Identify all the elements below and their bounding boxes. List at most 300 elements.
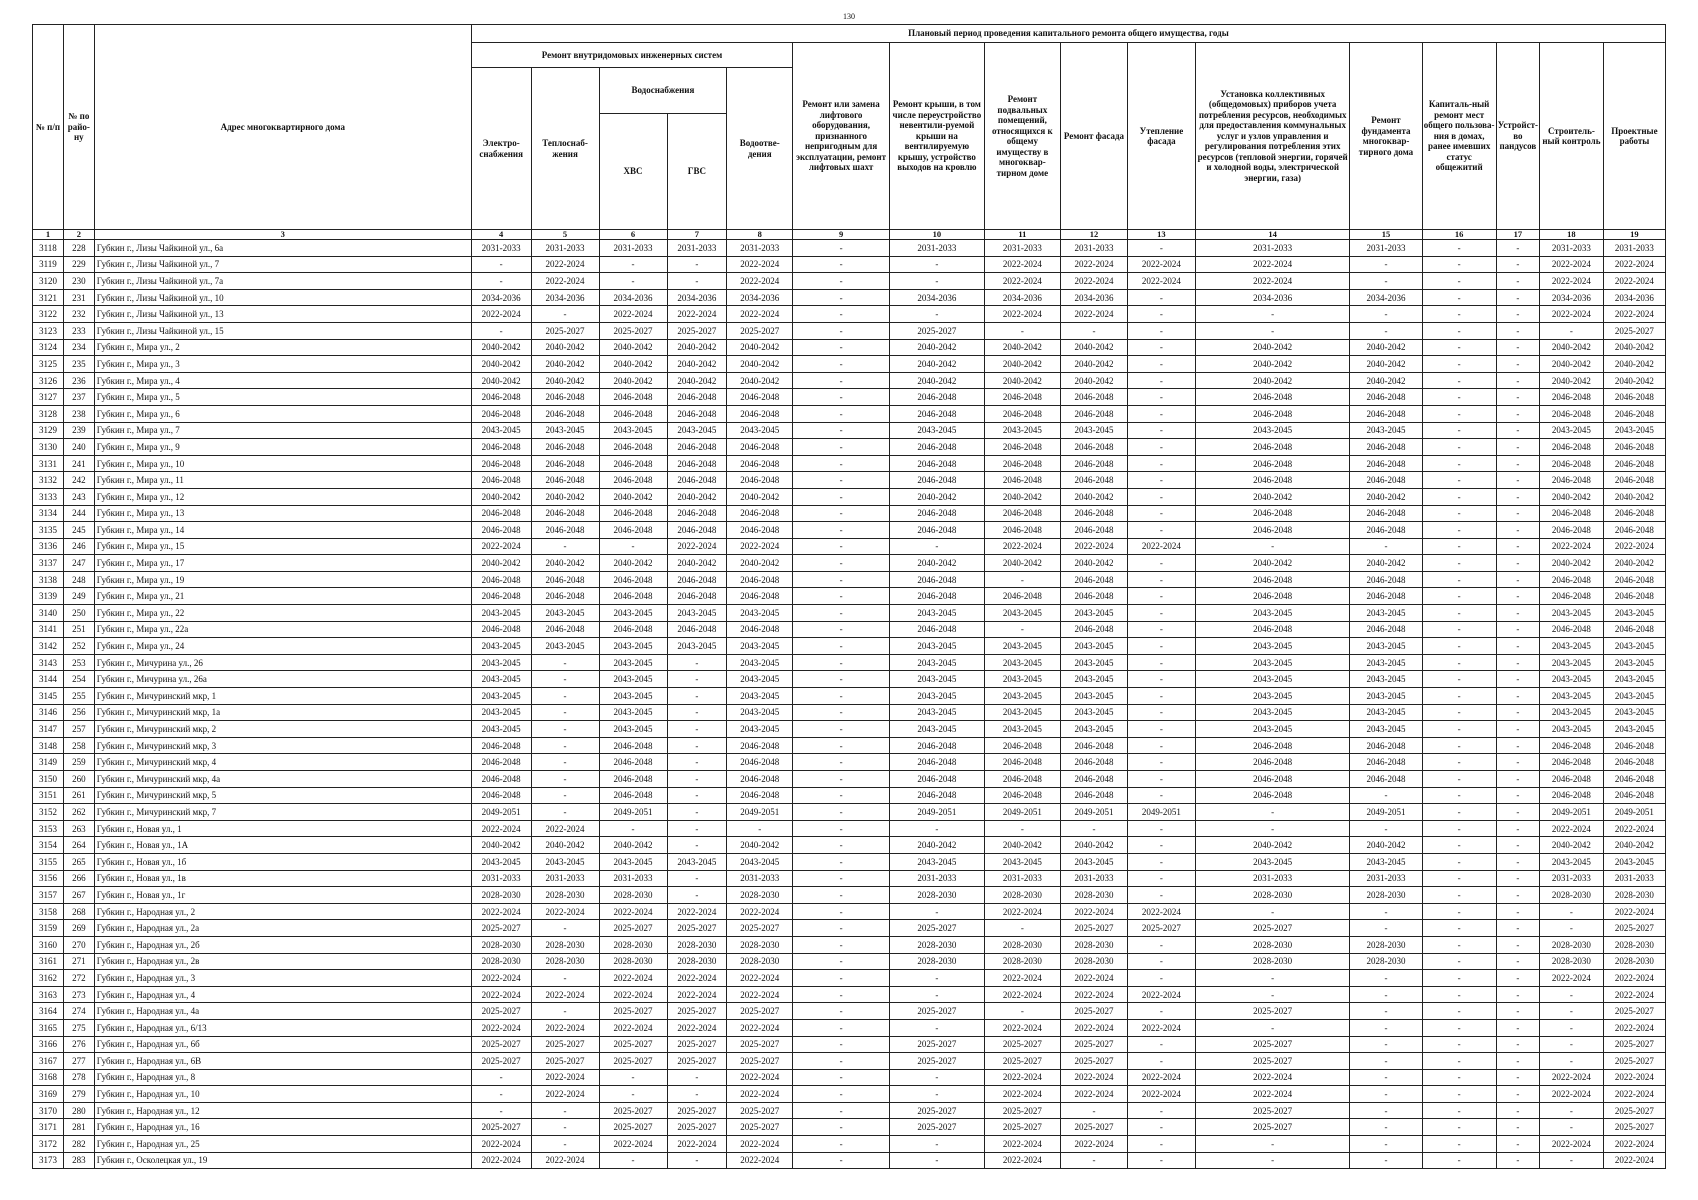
period-cell: 2046-2048: [1195, 439, 1350, 456]
period-cell: 2025-2027: [599, 1053, 667, 1070]
period-cell: -: [1127, 522, 1195, 539]
header-common-areas: Капиталь-ный ремонт мест общего пользова-ния в домах, ранее имевших статус общежитий: [1422, 43, 1496, 230]
period-cell: -: [1422, 1119, 1496, 1136]
period-cell: -: [1127, 356, 1195, 373]
period-cell: 2043-2045: [1195, 671, 1350, 688]
period-cell: 2046-2048: [1060, 621, 1127, 638]
period-cell: -: [1195, 970, 1350, 987]
period-cell: -: [1496, 970, 1539, 987]
period-cell: 2043-2045: [1195, 853, 1350, 870]
address: Губкин г., Мира ул., 5: [94, 389, 471, 406]
address: Губкин г., Народная ул., 6б: [94, 1036, 471, 1053]
column-number: 10: [890, 230, 985, 240]
period-cell: -: [1496, 472, 1539, 489]
period-cell: -: [531, 538, 599, 555]
table-row: [33, 1036, 1666, 1053]
table-row: [33, 389, 1666, 406]
period-cell: 2022-2024: [727, 903, 793, 920]
period-cell: -: [1496, 1036, 1539, 1053]
period-cell: 2049-2051: [984, 804, 1060, 821]
period-cell: 2022-2024: [1127, 986, 1195, 1003]
period-cell: -: [793, 273, 890, 290]
table-body: [33, 240, 1666, 1169]
period-cell: -: [1422, 1036, 1496, 1053]
header-group-top: Плановый период проведения капитального ремонта общего имущества, годы: [471, 25, 1665, 43]
period-cell: -: [1127, 1036, 1195, 1053]
address: Губкин г., Мичуринский мкр, 5: [94, 787, 471, 804]
period-cell: -: [1127, 953, 1195, 970]
district-number: 242: [63, 472, 94, 489]
period-cell: 2025-2027: [1195, 1119, 1350, 1136]
period-cell: 2043-2045: [1603, 853, 1665, 870]
period-cell: 2022-2024: [727, 986, 793, 1003]
period-cell: 2046-2048: [890, 771, 985, 788]
period-cell: 2025-2027: [531, 1036, 599, 1053]
period-cell: 2040-2042: [1350, 372, 1422, 389]
period-cell: 2046-2048: [890, 588, 985, 605]
period-cell: -: [1496, 870, 1539, 887]
period-cell: -: [1539, 1053, 1603, 1070]
address: Губкин г., Народная ул., 10: [94, 1086, 471, 1103]
period-cell: 2046-2048: [984, 439, 1060, 456]
period-cell: 2025-2027: [599, 1036, 667, 1053]
address: Губкин г., Мира ул., 21: [94, 588, 471, 605]
period-cell: -: [531, 1136, 599, 1153]
period-cell: 2043-2045: [1350, 638, 1422, 655]
district-number: 277: [63, 1053, 94, 1070]
row-number: 3130: [33, 439, 64, 456]
period-cell: 2022-2024: [1539, 1069, 1603, 1086]
header-insulation: Утепление фасада: [1127, 43, 1195, 230]
row-number: 3166: [33, 1036, 64, 1053]
period-cell: 2022-2024: [1603, 820, 1665, 837]
period-cell: -: [1195, 1152, 1350, 1169]
period-cell: 2028-2030: [1603, 887, 1665, 904]
district-number: 235: [63, 356, 94, 373]
period-cell: 2025-2027: [727, 1003, 793, 1020]
period-cell: 2040-2042: [1195, 488, 1350, 505]
district-number: 275: [63, 1019, 94, 1036]
period-cell: 2046-2048: [531, 405, 599, 422]
period-cell: 2040-2042: [984, 488, 1060, 505]
column-numbers-row: [33, 230, 1666, 240]
period-cell: -: [1350, 538, 1422, 555]
period-cell: 2049-2051: [1603, 804, 1665, 821]
period-cell: 2031-2033: [1060, 870, 1127, 887]
period-cell: 2043-2045: [1350, 853, 1422, 870]
period-cell: 2046-2048: [1060, 455, 1127, 472]
period-cell: 2022-2024: [667, 986, 727, 1003]
period-cell: 2022-2024: [984, 970, 1060, 987]
period-cell: 2040-2042: [599, 372, 667, 389]
period-cell: 2022-2024: [1127, 1086, 1195, 1103]
address: Губкин г., Народная ул., 4а: [94, 1003, 471, 1020]
period-cell: -: [1195, 322, 1350, 339]
period-cell: 2046-2048: [727, 621, 793, 638]
period-cell: -: [1496, 389, 1539, 406]
period-cell: -: [793, 488, 890, 505]
period-cell: 2043-2045: [1060, 654, 1127, 671]
period-cell: 2022-2024: [599, 986, 667, 1003]
table-row: [33, 488, 1666, 505]
period-cell: -: [667, 721, 727, 738]
period-cell: -: [1127, 887, 1195, 904]
period-cell: 2022-2024: [1603, 1152, 1665, 1169]
district-number: 236: [63, 372, 94, 389]
period-cell: 2043-2045: [890, 605, 985, 622]
period-cell: 2043-2045: [531, 422, 599, 439]
table-row: [33, 621, 1666, 638]
column-number: 3: [94, 230, 471, 240]
period-cell: 2046-2048: [471, 505, 531, 522]
period-cell: 2043-2045: [984, 721, 1060, 738]
period-cell: -: [1496, 273, 1539, 290]
period-cell: 2043-2045: [1539, 605, 1603, 622]
period-cell: 2046-2048: [667, 405, 727, 422]
period-cell: -: [1060, 322, 1127, 339]
period-cell: 2046-2048: [1603, 787, 1665, 804]
period-cell: -: [793, 555, 890, 572]
period-cell: -: [793, 1003, 890, 1020]
table-row: [33, 472, 1666, 489]
period-cell: -: [1127, 787, 1195, 804]
period-cell: 2025-2027: [667, 920, 727, 937]
period-cell: 2022-2024: [471, 903, 531, 920]
period-cell: -: [667, 273, 727, 290]
row-number: 3170: [33, 1102, 64, 1119]
period-cell: 2046-2048: [1195, 737, 1350, 754]
table-row: [33, 1152, 1666, 1169]
period-cell: 2046-2048: [599, 771, 667, 788]
period-cell: -: [1127, 638, 1195, 655]
header-roof: Ремонт крыши, в том числе переустройство невентили-руемой крыши на вентилируемую крышу, устройство выходов на кровлю: [890, 43, 985, 230]
period-cell: -: [531, 306, 599, 323]
period-cell: -: [531, 804, 599, 821]
period-cell: 2043-2045: [1539, 688, 1603, 705]
period-cell: 2043-2045: [1060, 422, 1127, 439]
period-cell: 2043-2045: [471, 638, 531, 655]
period-cell: 2031-2033: [727, 240, 793, 257]
period-cell: 2022-2024: [471, 306, 531, 323]
period-cell: 2046-2048: [984, 754, 1060, 771]
page-number: 130: [843, 12, 855, 21]
address: Губкин г., Народная ул., 6В: [94, 1053, 471, 1070]
period-cell: 2043-2045: [727, 605, 793, 622]
row-number: 3151: [33, 787, 64, 804]
period-cell: 2028-2030: [890, 887, 985, 904]
address: Губкин г., Народная ул., 2а: [94, 920, 471, 937]
period-cell: -: [1127, 970, 1195, 987]
period-cell: 2025-2027: [1127, 920, 1195, 937]
period-cell: -: [793, 1069, 890, 1086]
period-cell: 2046-2048: [727, 787, 793, 804]
period-cell: 2043-2045: [1603, 704, 1665, 721]
period-cell: -: [1496, 936, 1539, 953]
address: Губкин г., Мира ул., 12: [94, 488, 471, 505]
period-cell: -: [1422, 688, 1496, 705]
period-cell: 2043-2045: [727, 422, 793, 439]
table-row: [33, 721, 1666, 738]
district-number: 240: [63, 439, 94, 456]
period-cell: -: [1496, 654, 1539, 671]
header-group-engineering: Ремонт внутридомовых инженерных систем: [471, 43, 792, 68]
period-cell: 2043-2045: [727, 654, 793, 671]
period-cell: -: [1350, 1136, 1422, 1153]
period-cell: 2046-2048: [1350, 771, 1422, 788]
period-cell: 2043-2045: [667, 853, 727, 870]
period-cell: 2031-2033: [1195, 240, 1350, 257]
period-cell: 2022-2024: [1603, 256, 1665, 273]
period-cell: -: [890, 986, 985, 1003]
period-cell: -: [793, 256, 890, 273]
period-cell: 2046-2048: [599, 737, 667, 754]
period-cell: 2025-2027: [1603, 920, 1665, 937]
period-cell: -: [667, 737, 727, 754]
row-number: 3164: [33, 1003, 64, 1020]
period-cell: -: [1422, 372, 1496, 389]
period-cell: -: [793, 920, 890, 937]
period-cell: -: [1496, 256, 1539, 273]
period-cell: 2022-2024: [1195, 1086, 1350, 1103]
period-cell: -: [471, 273, 531, 290]
period-cell: -: [890, 970, 985, 987]
period-cell: 2046-2048: [1539, 754, 1603, 771]
row-number: 3135: [33, 522, 64, 539]
period-cell: 2022-2024: [1060, 256, 1127, 273]
period-cell: 2040-2042: [531, 837, 599, 854]
period-cell: -: [793, 1102, 890, 1119]
period-cell: 2028-2030: [984, 936, 1060, 953]
period-cell: -: [1496, 422, 1539, 439]
period-cell: 2043-2045: [1350, 654, 1422, 671]
period-cell: 2028-2030: [727, 936, 793, 953]
period-cell: 2043-2045: [471, 853, 531, 870]
period-cell: 2046-2048: [1195, 522, 1350, 539]
period-cell: 2043-2045: [984, 605, 1060, 622]
period-cell: -: [1539, 322, 1603, 339]
period-cell: 2025-2027: [599, 1003, 667, 1020]
address: Губкин г., Мира ул., 22: [94, 605, 471, 622]
period-cell: 2046-2048: [890, 737, 985, 754]
address: Губкин г., Мира ул., 24: [94, 638, 471, 655]
period-cell: -: [1496, 771, 1539, 788]
period-cell: -: [1422, 356, 1496, 373]
period-cell: 2043-2045: [890, 688, 985, 705]
period-cell: 2040-2042: [531, 339, 599, 356]
period-cell: 2046-2048: [667, 472, 727, 489]
period-cell: 2034-2036: [599, 289, 667, 306]
period-cell: -: [1422, 737, 1496, 754]
table-row: [33, 1136, 1666, 1153]
period-cell: 2031-2033: [1539, 870, 1603, 887]
header-meters: Установка коллективных (общедомовых) приборов учета потребления ресурсов, необходимых для предоставления коммунальных услуг и узлов управления и регулирования потребления этих ресурсов (тепловой энергии, горячей и холодной воды, электрической энергии, газа): [1195, 43, 1350, 230]
period-cell: -: [1195, 538, 1350, 555]
period-cell: 2046-2048: [1195, 505, 1350, 522]
period-cell: 2022-2024: [667, 903, 727, 920]
period-cell: 2046-2048: [471, 472, 531, 489]
period-cell: 2046-2048: [471, 389, 531, 406]
period-cell: 2046-2048: [1060, 771, 1127, 788]
column-number: 6: [599, 230, 667, 240]
period-cell: 2028-2030: [531, 936, 599, 953]
period-cell: 2028-2030: [599, 953, 667, 970]
row-number: 3137: [33, 555, 64, 572]
period-cell: 2025-2027: [727, 920, 793, 937]
period-cell: -: [1422, 970, 1496, 987]
period-cell: -: [667, 771, 727, 788]
period-cell: -: [599, 1152, 667, 1169]
period-cell: 2043-2045: [1195, 704, 1350, 721]
district-number: 283: [63, 1152, 94, 1169]
period-cell: -: [1127, 688, 1195, 705]
row-number: 3125: [33, 356, 64, 373]
table-row: [33, 853, 1666, 870]
period-cell: 2031-2033: [471, 240, 531, 257]
period-cell: 2043-2045: [984, 704, 1060, 721]
district-number: 245: [63, 522, 94, 539]
period-cell: -: [1422, 422, 1496, 439]
table-row: [33, 704, 1666, 721]
period-cell: 2040-2042: [531, 555, 599, 572]
period-cell: 2028-2030: [471, 936, 531, 953]
period-cell: 2046-2048: [890, 787, 985, 804]
period-cell: 2043-2045: [1060, 704, 1127, 721]
period-cell: 2022-2024: [1603, 986, 1665, 1003]
period-cell: 2043-2045: [1195, 688, 1350, 705]
period-cell: -: [727, 820, 793, 837]
period-cell: 2049-2051: [890, 804, 985, 821]
period-cell: -: [793, 970, 890, 987]
period-cell: 2046-2048: [471, 405, 531, 422]
period-cell: 2046-2048: [599, 621, 667, 638]
period-cell: -: [1496, 289, 1539, 306]
period-cell: 2025-2027: [984, 1053, 1060, 1070]
period-cell: -: [1127, 405, 1195, 422]
period-cell: 2025-2027: [890, 1003, 985, 1020]
period-cell: 2022-2024: [1060, 1069, 1127, 1086]
period-cell: -: [599, 820, 667, 837]
district-number: 276: [63, 1036, 94, 1053]
period-cell: 2043-2045: [1060, 688, 1127, 705]
period-cell: -: [1496, 1152, 1539, 1169]
period-cell: -: [890, 273, 985, 290]
period-cell: 2046-2048: [1603, 621, 1665, 638]
period-cell: 2022-2024: [531, 256, 599, 273]
table-row: [33, 771, 1666, 788]
period-cell: -: [1127, 820, 1195, 837]
period-cell: 2046-2048: [1350, 737, 1422, 754]
period-cell: 2022-2024: [727, 1136, 793, 1153]
period-cell: 2046-2048: [1539, 472, 1603, 489]
table-row: [33, 986, 1666, 1003]
period-cell: -: [793, 522, 890, 539]
address: Губкин г., Лизы Чайкиной ул., 7: [94, 256, 471, 273]
period-cell: -: [1127, 654, 1195, 671]
period-cell: 2022-2024: [667, 306, 727, 323]
period-cell: -: [1422, 671, 1496, 688]
period-cell: -: [1496, 405, 1539, 422]
period-cell: -: [1422, 621, 1496, 638]
period-cell: 2040-2042: [531, 372, 599, 389]
district-number: 247: [63, 555, 94, 572]
period-cell: -: [1195, 903, 1350, 920]
period-cell: 2043-2045: [531, 853, 599, 870]
district-number: 278: [63, 1069, 94, 1086]
header-cold-water: ХВС: [599, 114, 667, 230]
period-cell: -: [890, 1069, 985, 1086]
period-cell: 2046-2048: [890, 472, 985, 489]
period-cell: 2040-2042: [599, 356, 667, 373]
period-cell: 2043-2045: [890, 721, 985, 738]
district-number: 246: [63, 538, 94, 555]
period-cell: 2031-2033: [1195, 870, 1350, 887]
period-cell: 2022-2024: [667, 970, 727, 987]
period-cell: 2028-2030: [471, 887, 531, 904]
period-cell: 2022-2024: [599, 1019, 667, 1036]
table-row: [33, 1069, 1666, 1086]
period-cell: -: [1422, 488, 1496, 505]
period-cell: 2040-2042: [727, 555, 793, 572]
period-cell: 2046-2048: [531, 455, 599, 472]
period-cell: 2028-2030: [1195, 936, 1350, 953]
period-cell: 2028-2030: [727, 953, 793, 970]
period-cell: -: [1496, 804, 1539, 821]
period-cell: -: [1127, 853, 1195, 870]
district-number: 251: [63, 621, 94, 638]
period-cell: 2046-2048: [1195, 787, 1350, 804]
period-cell: -: [1422, 472, 1496, 489]
period-cell: -: [1422, 853, 1496, 870]
address: Губкин г., Мира ул., 17: [94, 555, 471, 572]
district-number: 256: [63, 704, 94, 721]
period-cell: 2040-2042: [1060, 555, 1127, 572]
row-number: 3122: [33, 306, 64, 323]
period-cell: 2028-2030: [471, 953, 531, 970]
period-cell: 2031-2033: [1603, 870, 1665, 887]
period-cell: 2046-2048: [890, 571, 985, 588]
period-cell: -: [1422, 837, 1496, 854]
address: Губкин г., Народная ул., 4: [94, 986, 471, 1003]
row-number: 3131: [33, 455, 64, 472]
period-cell: 2046-2048: [1060, 588, 1127, 605]
period-cell: 2040-2042: [599, 837, 667, 854]
period-cell: -: [1127, 721, 1195, 738]
district-number: 265: [63, 853, 94, 870]
period-cell: -: [1127, 339, 1195, 356]
period-cell: -: [1127, 870, 1195, 887]
period-cell: 2034-2036: [890, 289, 985, 306]
table-row: [33, 339, 1666, 356]
period-cell: 2043-2045: [471, 671, 531, 688]
period-cell: 2040-2042: [1350, 356, 1422, 373]
district-number: 237: [63, 389, 94, 406]
period-cell: 2046-2048: [984, 505, 1060, 522]
period-cell: 2040-2042: [599, 339, 667, 356]
period-cell: 2043-2045: [727, 704, 793, 721]
table-row: [33, 306, 1666, 323]
row-number: 3169: [33, 1086, 64, 1103]
period-cell: -: [1422, 273, 1496, 290]
row-number: 3134: [33, 505, 64, 522]
row-number: 3147: [33, 721, 64, 738]
table-row: [33, 555, 1666, 572]
period-cell: 2043-2045: [471, 422, 531, 439]
period-cell: -: [1496, 1119, 1539, 1136]
period-cell: 2046-2048: [1195, 405, 1350, 422]
period-cell: -: [1539, 1152, 1603, 1169]
period-cell: 2025-2027: [1195, 1003, 1350, 1020]
row-number: 3124: [33, 339, 64, 356]
